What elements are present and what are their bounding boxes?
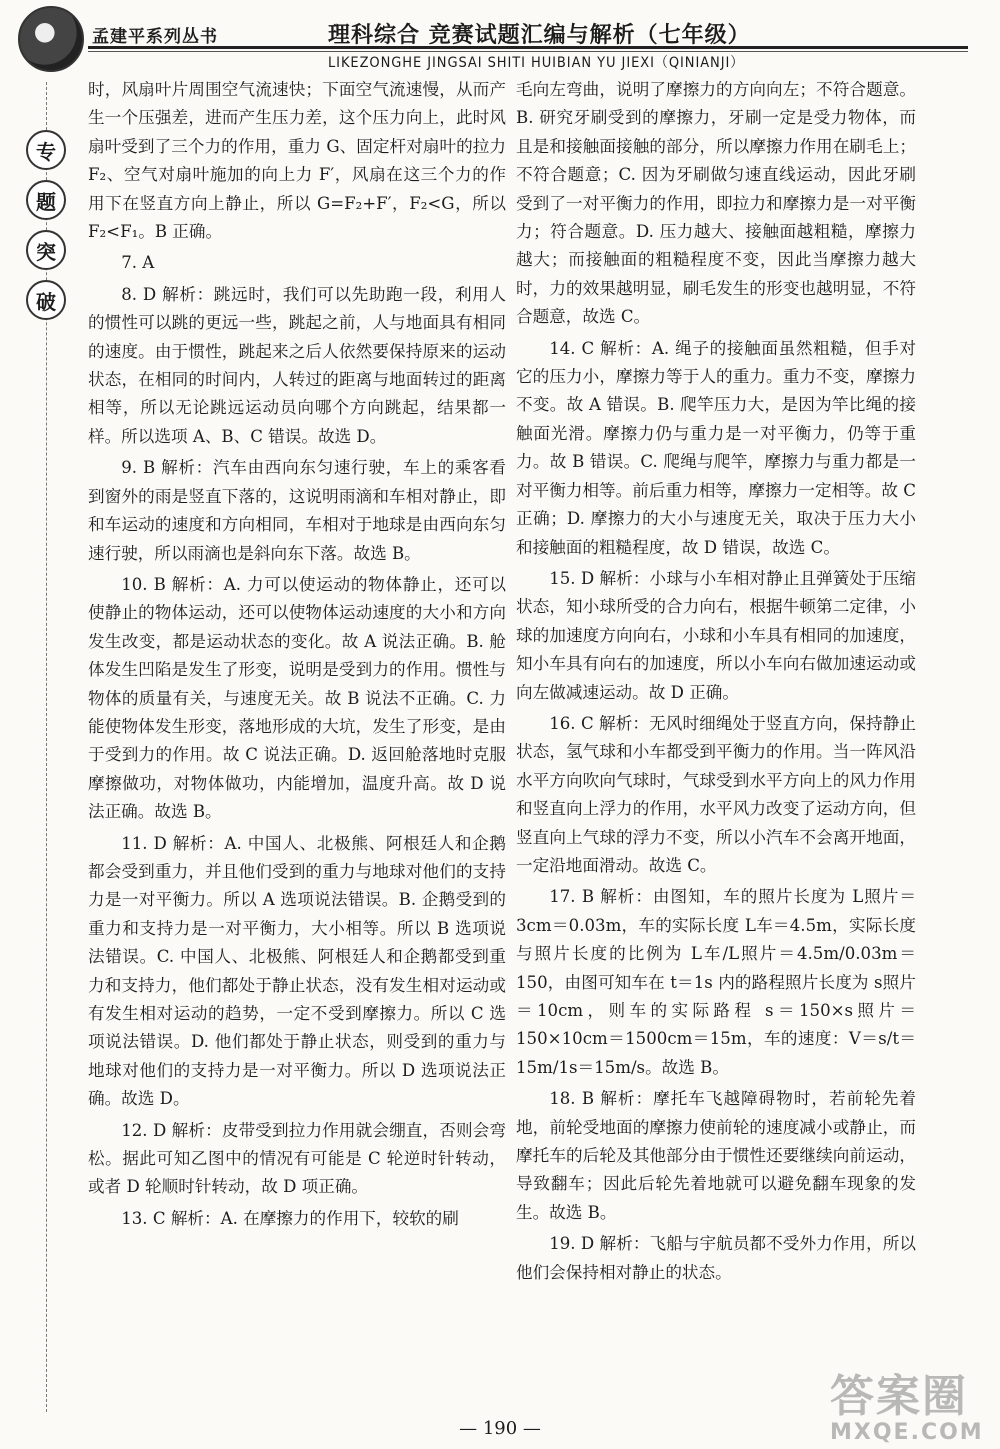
answer-paragraph: 11. D 解析：A. 中国人、北极熊、阿根廷人和企鹅都会受到重力，并且他们受到的重力与地球对他们的支持力是一对平衡力。所以 A 选项说法错误。B. 企鹅受到的重力和支持力是一对平衡力，大小相等。所以 B 选项说法错误。C. 中国人、北极熊、阿根廷人和企鹅都受到重力和支持力，他们都处于静止状态，没有发生相对运动或有发生相对运动的趋势，一定不受到摩擦力。所以 C 选项说法错误。D. 他们都处于静止状态，则受到的重力与地球对他们的支持力是一对平衡力。所以 D 选项说法正确。故选 D。 xyxy=(88,833,506,1109)
side-tab-char: 破 xyxy=(26,280,66,320)
answer-paragraph: 9. B 解析：汽车由西向东匀速行驶，车上的乘客看到窗外的雨是竖直下落的，这说明雨滴和车相对静止，即和车运动的速度和方向相同，车相对于地球是由西向东匀速行驶，所以雨滴也是斜向东下落。故选 B。 xyxy=(88,458,506,563)
watermark-logo xyxy=(830,1360,990,1445)
answer-paragraph: 18. B 解析：摩托车飞越障碍物时，若前轮先着地，前轮受地面的摩擦力使前轮的速度减小或静止，而摩托车的后轮及其他部分由于惯性还要继续向前运动，导致翻车；因此后轮先着地就可以避免翻车现象的发生。故选 B。 xyxy=(516,1089,916,1222)
side-tab-char: 专 xyxy=(26,130,66,170)
left-column xyxy=(88,76,506,1236)
series-logo-icon xyxy=(18,6,84,72)
answer-paragraph: 12. D 解析：皮带受到拉力作用就会绷直，否则会弯松。据此可知乙图中的情况有可能是 C 轮逆时针转动，或者 D 轮顺时针转动，故 D 项正确。 xyxy=(88,1120,506,1197)
answer-paragraph: 14. C 解析：A. 绳子的接触面虽然粗糙，但手对它的压力小，摩擦力等于人的重力。重力不变，摩擦力不变。故 A 错误。B. 爬竿压力大，是因为竿比绳的接触面光滑。摩擦力仍与重力是一对平衡力，仍等于重力。故 B 错误。C. 爬绳与爬竿，摩擦力与重力都是一对平衡力相等。前后重力相等，摩擦力一定相等。故 C 正确；D. 摩擦力的大小与速度无关，取决于压力大小和接触面的粗糙程度，故 D 错误，故选 C。 xyxy=(516,338,916,557)
side-tab-char: 突 xyxy=(26,230,66,270)
answer-paragraph: 13. C 解析：A. 在摩擦力的作用下，较软的刷 xyxy=(121,1208,459,1228)
answer-paragraph: 16. C 解析：无风时细绳处于竖直方向，保持静止状态，氢气球和小车都受到平衡力的作用。当一阵风沿水平方向吹向气球时，气球受到水平方向上的风力作用和竖直向上浮力的作用，水平风力改变了运动方向，但竖直向上气球的浮力不变，所以小汽车不会离开地面，一定沿地面滑动。故选 C。 xyxy=(516,713,916,875)
answer-paragraph: 17. B 解析：由图知，车的照片长度为 L照片＝3cm＝0.03m，车的实际长度 L车＝4.5m，实际长度与照片长度的比例为 L车/L照片＝4.5m/0.03m＝150，由图可知车在 t＝1s 内的路程照片长度为 s照片＝10cm，则车的实际路程 s＝150×s照片＝150×10cm＝1500cm＝15m，车的速度：V＝s/t＝15m/1s＝15m/s。故选 B。 xyxy=(516,887,916,1077)
side-tab xyxy=(22,130,70,330)
book-subtitle: LIKEZONGHE JINGSAI SHITI HUIBIAN YU JIEXI（QINIANJI） xyxy=(328,55,745,71)
watermark-text: 答案圈 xyxy=(830,1371,968,1422)
right-column xyxy=(516,76,916,1290)
header-rule xyxy=(88,46,968,49)
answer-paragraph: 15. D 解析：小球与小车相对静止且弹簧处于压缩状态，知小球所受的合力向右，根据牛顿第二定律，小球的加速度方向向右，小球和小车具有相同的加速度，知小车具有向右的加速度，所以小车向右做加速运动或向左做减速运动。故 D 正确。 xyxy=(516,568,916,702)
series-name: 孟建平系列丛书 xyxy=(92,27,218,47)
answer-paragraph: 7. A xyxy=(121,253,155,273)
page-header xyxy=(0,0,1000,80)
page-number: — 190 — xyxy=(459,1418,541,1439)
answer-paragraph: 10. B 解析：A. 力可以使运动的物体静止，还可以使静止的物体运动，还可以使物体运动速度的大小和方向发生改变，都是运动状态的变化。故 A 说法正确。B. 舱体发生凹陷是发生了形变，说明是受到力的作用。惯性与物体的质量有关，与速度无关。故 B 说法不正确。C. 力能使物体发生形变，落地形成的大坑，发生了形变，是由于受到力的作用。故 C 说法正确。D. 返回舱落地时克服摩擦做功，对物体做功，内能增加，温度升高。故 D 说法正确。故选 B。 xyxy=(88,574,506,822)
side-tab-char: 题 xyxy=(26,180,66,220)
answer-paragraph: 时，风扇叶片周围空气流速快；下面空气流速慢，从而产生一个压强差，进而产生压力差，这个压力向上，此时风扇叶受到了三个力的作用，重力 G、固定杆对扇叶的拉力 F₂、空气对扇叶施加的向上力 F′，风扇在这三个力的作用下在竖直方向上静止，所以 G=F₂+F′，F₂<G，所以 F₂<F₁。B 正确。 xyxy=(88,80,506,242)
book-title: 理科综合 竞赛试题汇编与解析（七年级） xyxy=(328,22,751,48)
answer-paragraph: 19. D 解析：飞船与宇航员都不受外力作用，所以他们会保持相对静止的状态。 xyxy=(516,1234,916,1282)
watermark-url: MXQE.COM xyxy=(830,1420,984,1445)
answer-paragraph: 毛向左弯曲，说明了摩擦力的方向向左；不符合题意。B. 研究牙刷受到的摩擦力，牙刷一定是受力物体，而且是和接触面接触的部分，所以摩擦力作用在刷毛上；不符合题意；C. 因为牙刷做匀速直线运动，因此牙刷受到了一对平衡力的作用，即拉力和摩擦力是一对平衡力；符合题意。D. 压力越大、接触面越粗糙，摩擦力越大；而接触面的粗糙程度不变，因此当摩擦力越大时，力的效果越明显，刷毛发生的形变也越明显，不符合题意，故选 C。 xyxy=(516,80,916,327)
answer-paragraph: 8. D 解析：跳远时，我们可以先助跑一段，利用人的惯性可以跳的更远一些，跳起之前，人与地面具有相同的速度。由于惯性，跳起来之后人依然要保持原来的运动状态，在相同的时间内，人转过的距离与地面转过的距离相等，所以无论跳远运动员向哪个方向跳起，结果都一样。所以选项 A、B、C 错误。故选 D。 xyxy=(88,284,506,446)
